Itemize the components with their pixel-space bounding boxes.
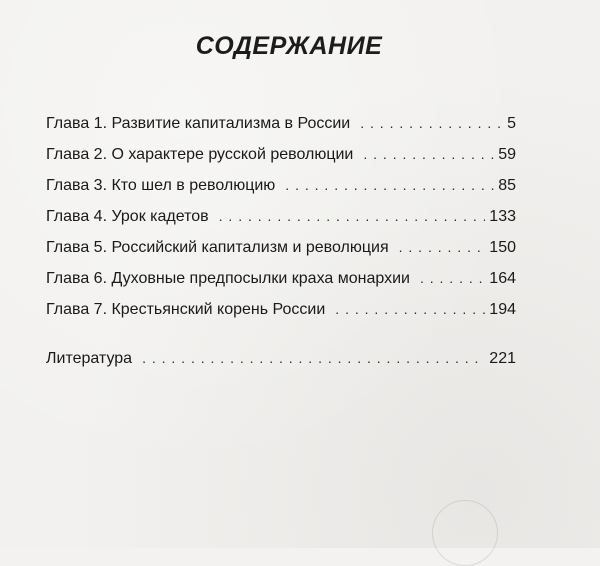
toc-entry-label: Глава 3. Кто шел в революцию: [46, 177, 276, 194]
table-of-contents: [46, 108, 516, 374]
toc-entry-label: Глава 7. Крестьянский корень России: [46, 301, 326, 318]
toc-page-number: 150: [489, 239, 516, 256]
toc-page-number: 59: [498, 146, 516, 163]
toc-entry-label: Глава 5. Российский капитализм и революция: [46, 239, 389, 256]
toc-dot-leader: [363, 139, 494, 170]
bleed-through-age-mark: [432, 500, 498, 566]
toc-page-number: 85: [498, 177, 516, 194]
toc-entry-label: Литература: [46, 350, 133, 367]
toc-entry-chapter-1[interactable]: [46, 108, 516, 139]
toc-entry-label: Глава 6. Духовные предпосылки краха монархии: [46, 270, 410, 287]
toc-dot-leader: [335, 294, 485, 325]
toc-dot-leader: [360, 108, 503, 139]
toc-dot-leader: [219, 201, 486, 232]
toc-entry-label: Глава 4. Урок кадетов: [46, 208, 209, 225]
toc-entry-label: Глава 2. О характере русской революции: [46, 146, 354, 163]
toc-page-number: 194: [489, 301, 516, 318]
toc-dot-leader: [399, 232, 486, 263]
toc-entry-chapter-6[interactable]: [46, 263, 516, 294]
toc-entry-chapter-3[interactable]: [46, 170, 516, 201]
toc-entry-chapter-2[interactable]: [46, 139, 516, 170]
toc-entry-chapter-4[interactable]: [46, 201, 516, 232]
toc-entry-chapter-7[interactable]: [46, 294, 516, 325]
toc-page-number: 164: [489, 270, 516, 287]
toc-entry-label: Глава 1. Развитие капитализма в России: [46, 115, 351, 132]
page-title: СОДЕРЖАНИЕ: [195, 32, 383, 60]
toc-dot-leader: [420, 263, 485, 294]
toc-dot-leader: [285, 170, 494, 201]
toc-dot-leader: [142, 343, 485, 374]
toc-page-number: 5: [507, 115, 516, 132]
toc-page-number: 221: [489, 350, 516, 367]
toc-entry-literature[interactable]: [46, 343, 516, 374]
toc-entry-chapter-5[interactable]: [46, 232, 516, 263]
toc-page-number: 133: [489, 208, 516, 225]
